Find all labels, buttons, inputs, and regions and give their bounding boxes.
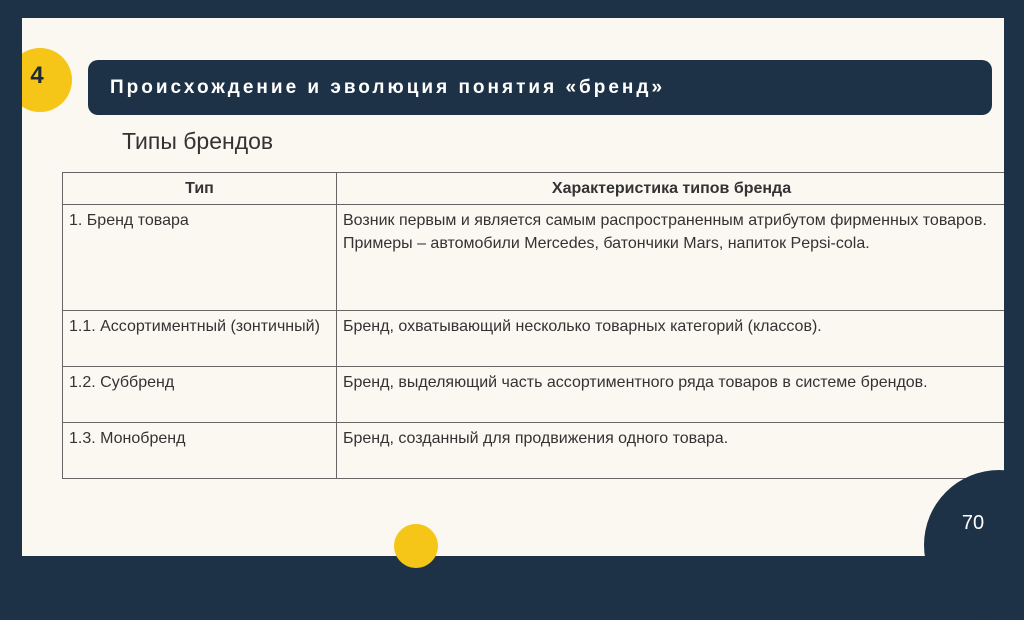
- table-header-row: [63, 173, 1005, 205]
- slide-number: 4: [30, 62, 44, 89]
- row-type: 1.3. Монобренд: [63, 423, 337, 479]
- yellow-dot-decoration: [394, 524, 438, 568]
- slide-subtitle: Типы брендов: [122, 128, 274, 154]
- row-description: [337, 367, 1005, 423]
- table-row: [63, 423, 1005, 479]
- row-description: [337, 423, 1005, 479]
- description-paragraph: Бренд, выделяющий часть ассортиментного ряда товаров в системе брендов.: [343, 374, 928, 391]
- table-row: [63, 311, 1005, 367]
- row-type: 1.2. Суббренд: [63, 367, 337, 423]
- description-paragraph: Бренд, созданный для продвижения одного товара.: [343, 430, 729, 447]
- table-row: [63, 367, 1005, 423]
- row-description: [337, 311, 1005, 367]
- header-type: Тип: [63, 173, 337, 205]
- row-description: [337, 205, 1005, 311]
- page-number: 70: [961, 512, 985, 534]
- row-type: 1.1. Ассортиментный (зонтичный): [63, 311, 337, 367]
- slide-title: Происхождение и эволюция понятия «бренд»: [110, 76, 666, 98]
- title-bar: [88, 60, 992, 115]
- slide: [22, 18, 1004, 556]
- description-paragraph: Возник первым и является самым распространенным атрибутом фирменных товаров.: [343, 212, 987, 229]
- description-paragraph: Примеры – автомобили Mercedes, батончики Mars, напиток Pepsi-cola.: [343, 235, 870, 252]
- description-paragraph: Бренд, охватывающий несколько товарных категорий (классов).: [343, 318, 822, 335]
- header-characteristic: Характеристика типов бренда: [337, 173, 1005, 205]
- row-type: 1. Бренд товара: [63, 205, 337, 311]
- table-row: [63, 205, 1005, 311]
- brand-types-table: [62, 172, 1004, 479]
